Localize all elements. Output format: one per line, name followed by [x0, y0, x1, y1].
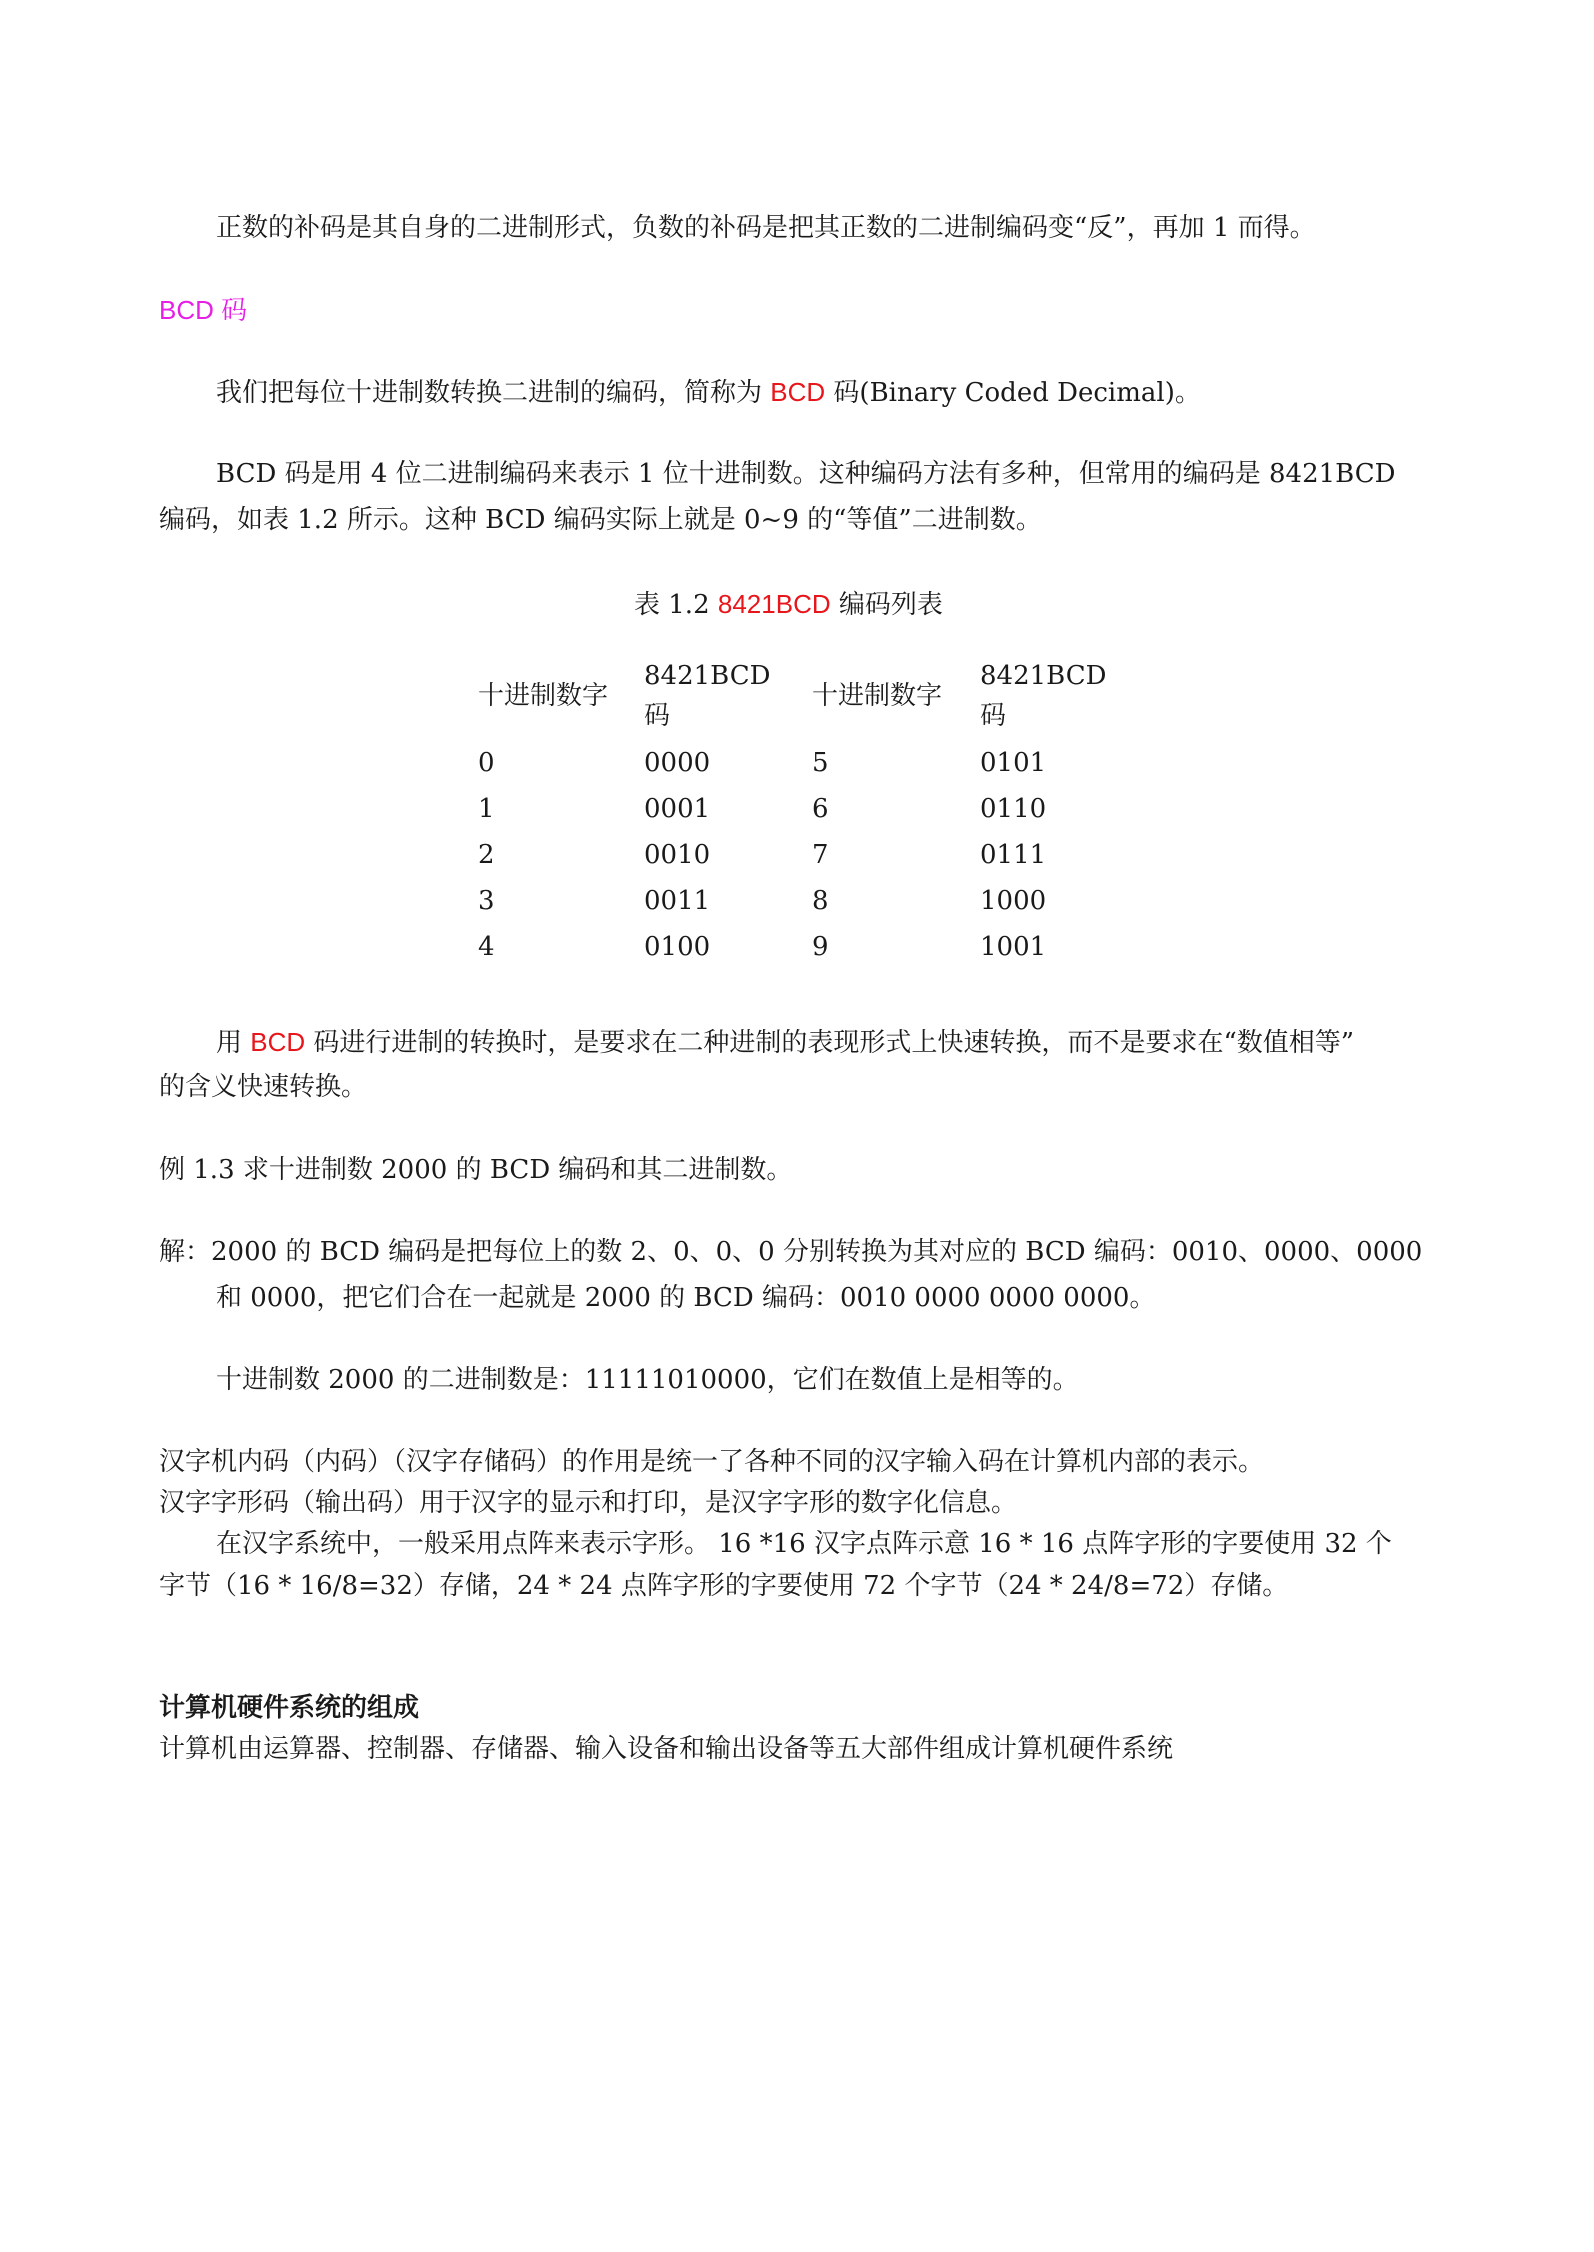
paragraph-complement-code: 正数的补码是其自身的二进制形式，负数的补码是把其正数的二进制编码变“反”，再加 1 而得。 [216, 213, 1316, 243]
paragraph-dot-matrix-line-2: 字节（16 * 16/8=32）存储，24 * 24 点阵字形的字要使用 72 个字节（24 * 24/8=72）存储。 [159, 1571, 1289, 1601]
paragraph-binary-2000: 十进制数 2000 的二进制数是：11111010000，它们在数值上是相等的。 [216, 1365, 1079, 1395]
table-header-row [478, 656, 1140, 740]
table-cell: 0001 [644, 794, 711, 824]
table-header-decimal-1: 十进制数字 [478, 681, 609, 711]
table-row [478, 740, 1140, 786]
table-row [478, 832, 1140, 878]
table-caption-number: 表 1.2 [634, 590, 718, 620]
table-cell: 1000 [980, 886, 1047, 916]
table-caption [634, 582, 943, 627]
bcd-conversion-highlight: BCD [250, 1027, 306, 1057]
paragraph-bcd-conversion-text-2: 码进行进制的转换时，是要求在二种进制的表现形式上快速转换，而不是要求在“数值相等” [305, 1028, 1355, 1058]
paragraph-bcd-description-line-2: 编码，如表 1.2 所示。这种 BCD 编码实际上就是 0~9 的“等值”二进制数。 [159, 505, 1042, 535]
table-caption-highlight: 8421BCD [717, 589, 831, 619]
table-header-decimal-2: 十进制数字 [812, 681, 943, 711]
table-cell: 0111 [980, 840, 1047, 870]
table-cell: 0010 [644, 840, 711, 870]
table-row [478, 786, 1140, 832]
table-cell: 1 [478, 794, 495, 824]
table-cell: 1001 [980, 932, 1047, 962]
table-row [478, 924, 1140, 970]
paragraph-bcd-description-line-1: BCD 码是用 4 位二进制编码来表示 1 位十进制数。这种编码方法有多种，但常用的编码是 8421BCD [216, 459, 1396, 489]
paragraph-dot-matrix-line-1: 在汉字系统中，一般采用点阵来表示字形。 16 *16 汉字点阵示意 16 * 16 点阵字形的字要使用 32 个 [216, 1529, 1392, 1559]
paragraph-bcd-definition-text-2: 码(Binary Coded Decimal)。 [825, 378, 1201, 408]
paragraph-hardware-components: 计算机由运算器、控制器、存储器、输入设备和输出设备等五大部件组成计算机硬件系统 [159, 1734, 1174, 1764]
table-cell: 4 [478, 932, 495, 962]
solution-line-1: 解：2000 的 BCD 编码是把每位上的数 2、0、0、0 分别转换为其对应的 BCD 编码：0010、0000、0000 [159, 1237, 1423, 1267]
paragraph-bcd-definition [216, 370, 1201, 415]
paragraph-bcd-conversion-line-2: 的含义快速转换。 [159, 1072, 368, 1102]
table-cell: 8 [812, 886, 829, 916]
table-cell: 9 [812, 932, 829, 962]
table-cell: 0 [478, 748, 495, 778]
paragraph-bcd-definition-text-1: 我们把每位十进制数转换二进制的编码，简称为 [216, 378, 771, 408]
example-1-3: 例 1.3 求十进制数 2000 的 BCD 编码和其二进制数。 [159, 1155, 793, 1185]
paragraph-internal-code: 汉字机内码（内码）（汉字存储码）的作用是统一了各种不同的汉字输入码在计算机内部的表示。 [159, 1447, 1265, 1477]
table-cell: 0101 [980, 748, 1047, 778]
table-row [478, 878, 1140, 924]
table-cell: 0011 [644, 886, 711, 916]
table-cell: 2 [478, 840, 495, 870]
heading-bcd-code: BCD 码 [159, 295, 248, 325]
heading-hardware-system: 计算机硬件系统的组成 [159, 1693, 420, 1723]
paragraph-bcd-conversion-text-1: 用 [216, 1028, 251, 1058]
table-cell: 0110 [980, 794, 1047, 824]
table-cell: 0100 [644, 932, 711, 962]
paragraph-bcd-conversion-line-1 [216, 1020, 1354, 1065]
bcd-highlight: BCD [770, 377, 826, 407]
table-header-bcd-1-label: 8421BCD 码 [644, 661, 771, 731]
bcd-code-table [478, 656, 1140, 970]
solution-line-2: 和 0000，把它们合在一起就是 2000 的 BCD 编码：0010 0000 0000 0000。 [216, 1283, 1156, 1313]
table-cell: 5 [812, 748, 829, 778]
table-caption-text: 编码列表 [830, 590, 943, 620]
table-cell: 6 [812, 794, 829, 824]
paragraph-glyph-code: 汉字字形码（输出码）用于汉字的显示和打印，是汉字字形的数字化信息。 [159, 1488, 1018, 1518]
table-header-bcd-1 [644, 656, 812, 740]
table-cell: 7 [812, 840, 829, 870]
table-header-bcd-2-label: 8421BCD 码 [980, 661, 1107, 731]
table-cell: 0000 [644, 748, 711, 778]
table-header-bcd-2 [980, 656, 1140, 740]
table-cell: 3 [478, 886, 495, 916]
